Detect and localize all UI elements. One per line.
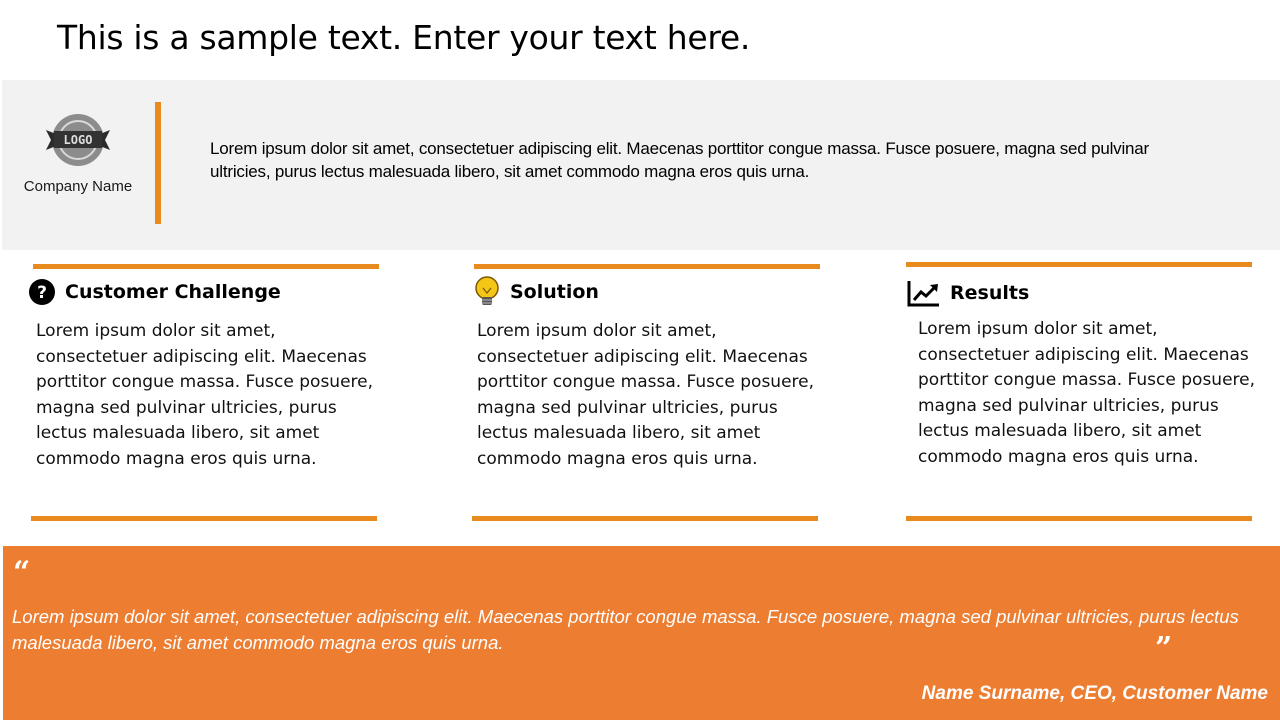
column-body: Lorem ipsum dolor sit amet, consectetuer adipiscing elit. Maecenas porttitor congue massa. Fusce posuere, magna sed pulvinar ultricies, purus lectus malesuada libero, sit amet commodo magna eros quis urna. bbox=[918, 319, 1256, 467]
testimonial-attribution: Name Surname, CEO, Customer Name bbox=[921, 683, 1268, 704]
column-heading: Customer Challenge bbox=[65, 281, 281, 303]
vertical-divider bbox=[155, 102, 161, 224]
column-heading: Solution bbox=[510, 281, 599, 303]
trend-up-chart-icon bbox=[906, 278, 942, 308]
column-top-rule bbox=[33, 264, 379, 269]
column-bottom-rule bbox=[906, 516, 1252, 521]
company-name: Company Name bbox=[23, 178, 133, 195]
column-bottom-rule bbox=[472, 516, 818, 521]
column-heading: Results bbox=[950, 282, 1030, 304]
question-circle-icon bbox=[27, 277, 57, 307]
column-top-rule bbox=[906, 262, 1252, 267]
testimonial-text: Lorem ipsum dolor sit amet, consectetuer adipiscing elit. Maecenas porttitor congue massa. Fusce posuere, magna sed pulvinar ultricies, purus lectus malesuada libero, sit amet commodo magna eros quis urna. bbox=[12, 606, 1239, 653]
column-results bbox=[906, 262, 1256, 471]
column-body: Lorem ipsum dolor sit amet, consectetuer adipiscing elit. Maecenas porttitor congue massa. Fusce posuere, magna sed pulvinar ultricies, purus lectus malesuada libero, sit amet commodo magna eros quis urna. bbox=[36, 321, 374, 469]
lightbulb-icon bbox=[472, 277, 502, 307]
svg-text:?: ? bbox=[37, 283, 47, 303]
page-title: This is a sample text. Enter your text here. bbox=[57, 18, 751, 57]
column-customer-challenge bbox=[33, 264, 379, 473]
svg-text:LOGO: LOGO bbox=[63, 133, 93, 147]
company-logo-icon bbox=[46, 112, 110, 168]
column-bottom-rule bbox=[31, 516, 377, 521]
column-solution bbox=[474, 264, 820, 473]
column-body: Lorem ipsum dolor sit amet, consectetuer adipiscing elit. Maecenas porttitor congue massa. Fusce posuere, magna sed pulvinar ultricies, purus lectus malesuada libero, sit amet commodo magna eros quis urna. bbox=[477, 321, 815, 469]
testimonial-band bbox=[3, 546, 1280, 720]
company-description: Lorem ipsum dolor sit amet, consectetuer adipiscing elit. Maecenas porttitor congue massa. Fusce posuere, magna sed pulvinar ultricies, purus lectus malesuada libero, sit amet commodo magna eros quis urna. bbox=[210, 139, 1150, 181]
close-quote-icon: ” bbox=[1155, 631, 1173, 666]
column-top-rule bbox=[474, 264, 820, 269]
open-quote-icon: “ bbox=[13, 555, 31, 590]
